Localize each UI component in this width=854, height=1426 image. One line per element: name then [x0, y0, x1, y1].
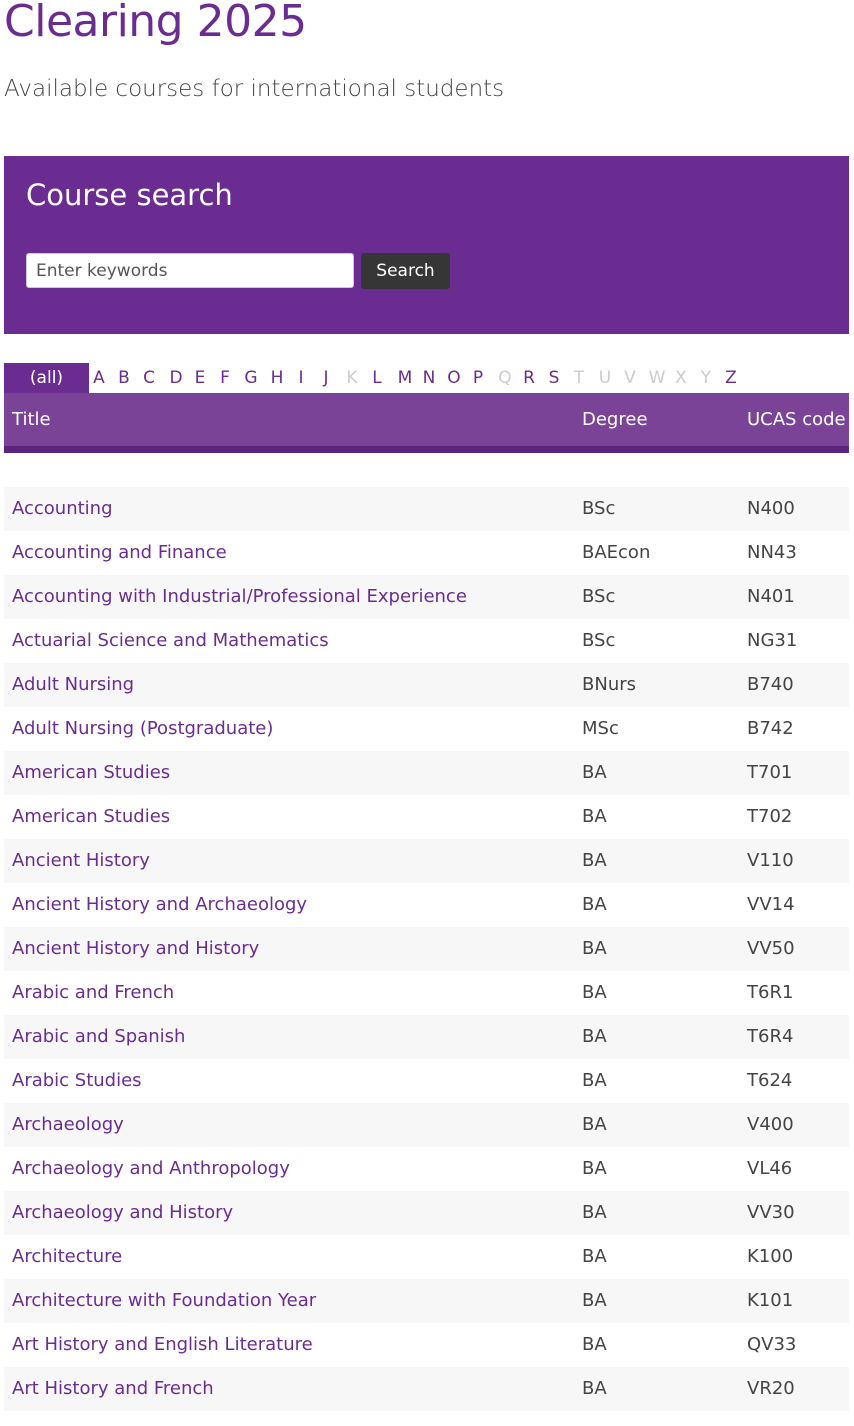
table-row [4, 707, 849, 751]
course-title-link[interactable]: Accounting [12, 498, 113, 519]
page-title: Clearing 2025 [4, 0, 307, 47]
alphabet-letter-t: T [573, 368, 585, 388]
course-ucas-code: T624 [747, 1070, 793, 1091]
course-degree: BA [582, 1378, 607, 1399]
table-row [4, 1015, 849, 1059]
course-degree: BA [582, 1246, 607, 1267]
alphabet-letter-h[interactable]: H [270, 368, 284, 388]
course-ucas-code: V400 [747, 1114, 794, 1135]
table-row [4, 575, 849, 619]
course-ucas-code: QV33 [747, 1334, 797, 1355]
course-title-link[interactable]: Art History and French [12, 1378, 214, 1399]
alphabet-letter-l[interactable]: L [372, 368, 382, 388]
alphabet-letter-e[interactable]: E [194, 368, 206, 388]
table-row [4, 971, 849, 1015]
alphabet-letter-a[interactable]: A [93, 368, 105, 388]
column-header-title: Title [12, 409, 51, 430]
course-degree: MSc [582, 718, 619, 739]
course-degree: BA [582, 1334, 607, 1355]
table-row [4, 1059, 849, 1103]
alphabet-letter-o[interactable]: O [447, 368, 461, 388]
course-title-link[interactable]: Actuarial Science and Mathematics [12, 630, 329, 651]
page-subtitle: Available courses for international students [4, 76, 505, 102]
table-header [4, 393, 849, 453]
column-header-degree: Degree [582, 409, 648, 430]
course-title-link[interactable]: Adult Nursing (Postgraduate) [12, 718, 274, 739]
course-ucas-code: T701 [747, 762, 793, 783]
course-ucas-code: V110 [747, 850, 794, 871]
course-title-link[interactable]: Archaeology [12, 1114, 124, 1135]
alphabet-all-tab[interactable]: (all) [4, 363, 89, 393]
course-degree: BSc [582, 630, 616, 651]
course-title-link[interactable]: Arabic Studies [12, 1070, 142, 1091]
table-row [4, 1147, 849, 1191]
course-degree: BA [582, 1070, 607, 1091]
course-degree: BAEcon [582, 542, 651, 563]
alphabet-letter-b[interactable]: B [118, 368, 130, 388]
alphabet-letter-j[interactable]: J [323, 368, 329, 388]
course-search-panel [4, 156, 849, 334]
alphabet-letter-n[interactable]: N [422, 368, 436, 388]
table-row [4, 1279, 849, 1323]
table-row [4, 487, 849, 531]
alphabet-letter-q: Q [498, 368, 512, 388]
alphabet-letter-f[interactable]: F [220, 368, 230, 388]
search-input[interactable] [26, 253, 354, 288]
course-ucas-code: NN43 [747, 542, 797, 563]
table-row [4, 927, 849, 971]
course-degree: BA [582, 806, 607, 827]
course-title-link[interactable]: Archaeology and History [12, 1202, 234, 1223]
course-degree: BNurs [582, 674, 636, 695]
alphabet-letter-x: X [675, 368, 687, 388]
course-degree: BSc [582, 498, 616, 519]
table-row [4, 1235, 849, 1279]
course-title-link[interactable]: Architecture with Foundation Year [12, 1290, 317, 1311]
course-title-link[interactable]: American Studies [12, 762, 171, 783]
search-button[interactable]: Search [361, 253, 450, 289]
alphabet-letter-w: W [648, 368, 666, 388]
course-title-link[interactable]: Adult Nursing [12, 674, 135, 695]
course-ucas-code: VL46 [747, 1158, 793, 1179]
course-ucas-code: NG31 [747, 630, 798, 651]
table-row [4, 531, 849, 575]
course-title-link[interactable]: Ancient History [12, 850, 150, 871]
course-ucas-code: VV30 [747, 1202, 795, 1223]
alphabet-letter-p[interactable]: P [472, 368, 484, 388]
course-ucas-code: T702 [747, 806, 793, 827]
course-title-link[interactable]: Art History and English Literature [12, 1334, 313, 1355]
table-row [4, 663, 849, 707]
course-degree: BA [582, 1158, 607, 1179]
alphabet-letter-i[interactable]: I [298, 368, 304, 388]
table-row [4, 751, 849, 795]
course-search-heading: Course search [26, 178, 233, 212]
course-title-link[interactable]: Ancient History and History [12, 938, 260, 959]
course-degree: BA [582, 1202, 607, 1223]
course-title-link[interactable]: Accounting and Finance [12, 542, 227, 563]
course-ucas-code: T6R4 [747, 1026, 794, 1047]
alphabet-letter-g[interactable]: G [244, 368, 258, 388]
table-row [4, 839, 849, 883]
course-ucas-code: B742 [747, 718, 794, 739]
alphabet-letter-c[interactable]: C [143, 368, 155, 388]
column-header-ucas-code: UCAS code [747, 409, 846, 430]
course-degree: BA [582, 1290, 607, 1311]
table-row [4, 619, 849, 663]
alphabet-letter-s[interactable]: S [548, 368, 560, 388]
course-degree: BA [582, 938, 607, 959]
course-list [4, 487, 849, 1411]
alphabet-letter-k: K [346, 368, 358, 388]
course-degree: BA [582, 850, 607, 871]
alphabet-letter-v: V [624, 368, 636, 388]
alphabet-letter-u: U [598, 368, 612, 388]
course-title-link[interactable]: Accounting with Industrial/Professional Experience [12, 586, 467, 607]
alphabet-letter-z[interactable]: Z [725, 368, 737, 388]
table-row [4, 883, 849, 927]
table-row [4, 1367, 849, 1411]
course-ucas-code: N400 [747, 498, 795, 519]
course-degree: BA [582, 982, 607, 1003]
course-ucas-code: VV14 [747, 894, 795, 915]
course-title-link[interactable]: Arabic and French [12, 982, 175, 1003]
alphabet-letter-r[interactable]: R [523, 368, 535, 388]
course-ucas-code: K101 [747, 1290, 794, 1311]
alphabet-letter-d[interactable]: D [169, 368, 183, 388]
course-ucas-code: K100 [747, 1246, 794, 1267]
table-row [4, 1103, 849, 1147]
course-title-link[interactable]: Archaeology and Anthropology [12, 1158, 290, 1179]
table-row [4, 795, 849, 839]
course-ucas-code: VV50 [747, 938, 795, 959]
course-degree: BA [582, 1114, 607, 1135]
course-title-link[interactable]: American Studies [12, 806, 171, 827]
alphabet-letter-y: Y [700, 368, 712, 388]
course-title-link[interactable]: Arabic and Spanish [12, 1026, 186, 1047]
course-degree: BSc [582, 586, 616, 607]
course-title-link[interactable]: Architecture [12, 1246, 123, 1267]
table-row [4, 1323, 849, 1367]
alphabet-filter [4, 363, 849, 393]
alphabet-letter-m[interactable]: M [397, 368, 413, 388]
table-row [4, 1191, 849, 1235]
course-title-link[interactable]: Ancient History and Archaeology [12, 894, 308, 915]
course-degree: BA [582, 1026, 607, 1047]
course-ucas-code: B740 [747, 674, 794, 695]
course-degree: BA [582, 894, 607, 915]
course-ucas-code: T6R1 [747, 982, 794, 1003]
course-degree: BA [582, 762, 607, 783]
course-ucas-code: N401 [747, 586, 795, 607]
course-ucas-code: VR20 [747, 1378, 795, 1399]
